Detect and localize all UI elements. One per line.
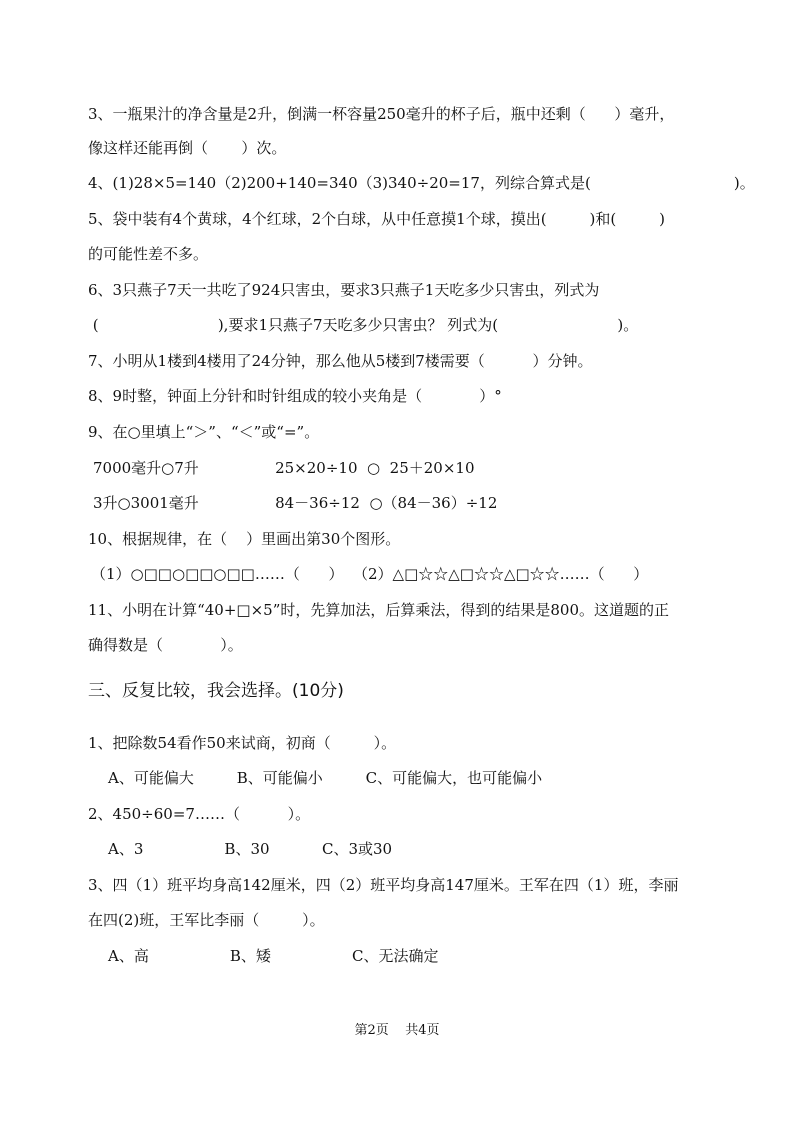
question-3-line-2: 像这样还能再倒（ ）次。: [88, 139, 287, 157]
question-3-line-1: 3、一瓶果汁的净含量是2升，倒满一杯容量250毫升的杯子后，瓶中还剩（ ）毫升，: [88, 105, 675, 123]
question-9-title: 9、在○里填上“＞”、“＜”或“=”。: [88, 423, 320, 441]
question-9-row-1: 7000毫升○7升 25×20÷10 ○ 25＋20×10: [93, 459, 475, 477]
section-3-question-1: 1、把除数54看作50来试商，初商（ ）。: [88, 734, 397, 752]
section-3-heading: 三、反复比较，我会选择。(10分): [88, 681, 344, 701]
question-7: 7、小明从1楼到4楼用了24分钟，那么他从5楼到7楼需要（ ）分钟。: [88, 352, 593, 370]
question-6-line-1: 6、3只燕子7天一共吃了924只害虫，要求3只燕子1天吃多少只害虫，列式为: [88, 281, 600, 299]
question-11-line-2: 确得数是（ ）。: [88, 636, 243, 654]
section-3-question-3-line-1: 3、四（1）班平均身高142厘米，四（2）班平均身高147厘米。王军在四（1）班，李丽: [88, 876, 679, 894]
question-4: 4、(1)28×5=140（2)200+140=340（3)340÷20=17，列综合算式是( )。: [88, 174, 755, 192]
question-6-line-2: ( ),要求1只燕子7天吃多少只害虫？ 列式为( )。: [88, 316, 639, 334]
section-3-question-3-options: A、高 B、矮 C、无法确定: [108, 947, 439, 965]
question-10-title: 10、根据规律，在（ ）里画出第30个图形。: [88, 530, 401, 548]
question-8: 8、9时整，钟面上分针和时针组成的较小夹角是（ ）°: [88, 387, 502, 405]
section-3-question-2: 2、450÷60=7……（ ）。: [88, 805, 311, 823]
page-footer: 第2页 共4页: [354, 1023, 440, 1038]
question-5-line-2: 的可能性差不多。: [88, 245, 209, 263]
question-5-line-1: 5、袋中装有4个黄球，4个红球，2个白球，从中任意摸1个球，摸出( )和( ): [88, 210, 665, 228]
question-9-row-2: 3升○3001毫升 84－36÷12 ○（84－36）÷12: [93, 494, 498, 512]
question-10-patterns: （1）○□□○□□○□□……（ ） （2）△□☆☆△□☆☆△□☆☆……（ ）: [91, 565, 649, 583]
question-11-line-1: 11、小明在计算“40+□×5”时，先算加法，后算乘法，得到的结果是800。这道题的正: [88, 601, 669, 619]
section-3-question-3-line-2: 在四(2)班，王军比李丽（ ）。: [88, 911, 325, 929]
section-3-question-1-options: A、可能偏大 B、可能偏小 C、可能偏大，也可能偏小: [108, 769, 543, 787]
section-3-question-2-options: A、3 B、30 C、3或30: [108, 840, 393, 858]
